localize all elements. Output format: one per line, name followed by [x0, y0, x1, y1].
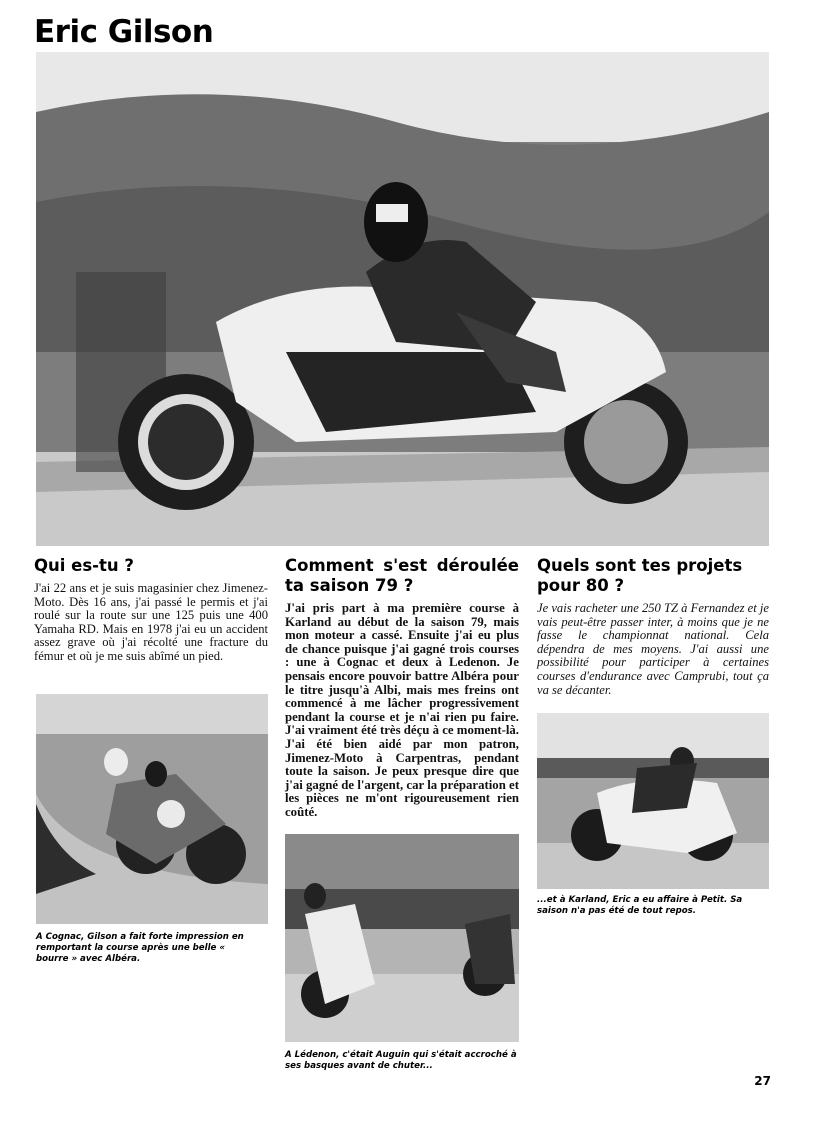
karland-photo [537, 713, 769, 889]
section-body-season: J'ai pris part à ma première course à Karland au début de la saison 79, mais mon moteur a cassé. Ensuite j'ai eu plus de chance puisque j'ai gagné trois courses : une à Cognac et deux à Ledenon. Je pensais encore pouvoir battre Albéra pour le titre jusqu'à Albi, mais mes freins ont commencé à me lâcher progressivement pendant la course et je n'ai rien pu faire. J'ai vraiment été très déçu à ce moment-là. J'ai été bien aidé par mon patron, Jimenez-Moto à Carpentras, pendant toute la saison. Je peux presque dire que j'ai gagné de l'argent, car la préparation et les pièces ne m'ont rigoureusement rien coûté. [285, 601, 519, 819]
cognac-photo-drawing [36, 694, 268, 924]
article-title: Eric Gilson [34, 14, 214, 50]
ledenon-photo [285, 834, 519, 1042]
cognac-caption: A Cognac, Gilson a fait forte impression en remportant la course après une belle « bourre » avec Albéra. [36, 932, 244, 964]
ledenon-photo-drawing [285, 834, 519, 1042]
ledenon-caption: A Lédenon, c'était Auguin qui s'était accroché à ses basques avant de chuter... [285, 1050, 517, 1071]
section-body-who: J'ai 22 ans et je suis magasinier chez Jimenez-Moto. Dès 16 ans, j'ai passé le permis et j'ai roulé sur la route sur une 125 puis une 400 Yamaha RD. Mais en 1978 j'ai eu un accident assez grave où j'ai récolté une fracture du fémur et où je me suis abîmé un pied. [34, 581, 268, 663]
karland-photo-drawing [537, 713, 769, 889]
section-heading-season: Comment s'est déroulée ta saison 79 ? [285, 556, 519, 595]
section-heading-plans: Quels sont tes projets pour 80 ? [537, 556, 743, 595]
karland-caption: ...et à Karland, Eric a eu affaire à Petit. Sa saison n'a pas été de tout repos. [537, 895, 743, 916]
hero-photo [36, 52, 769, 546]
page-number: 27 [754, 1074, 771, 1088]
section-body-plans: Je vais racheter une 250 TZ à Fernandez et je vais peut-être passer inter, à moins que je ne fasse le championnat national. Cela dépendra de mes moyens. J'ai aussi une possibilité pour participer à certaines courses d'endurance avec Camprubi, tout ça va se décanter. [537, 601, 769, 697]
hero-photo-drawing [36, 52, 769, 546]
section-heading-who: Qui es-tu ? [34, 556, 134, 575]
cognac-photo [36, 694, 268, 924]
